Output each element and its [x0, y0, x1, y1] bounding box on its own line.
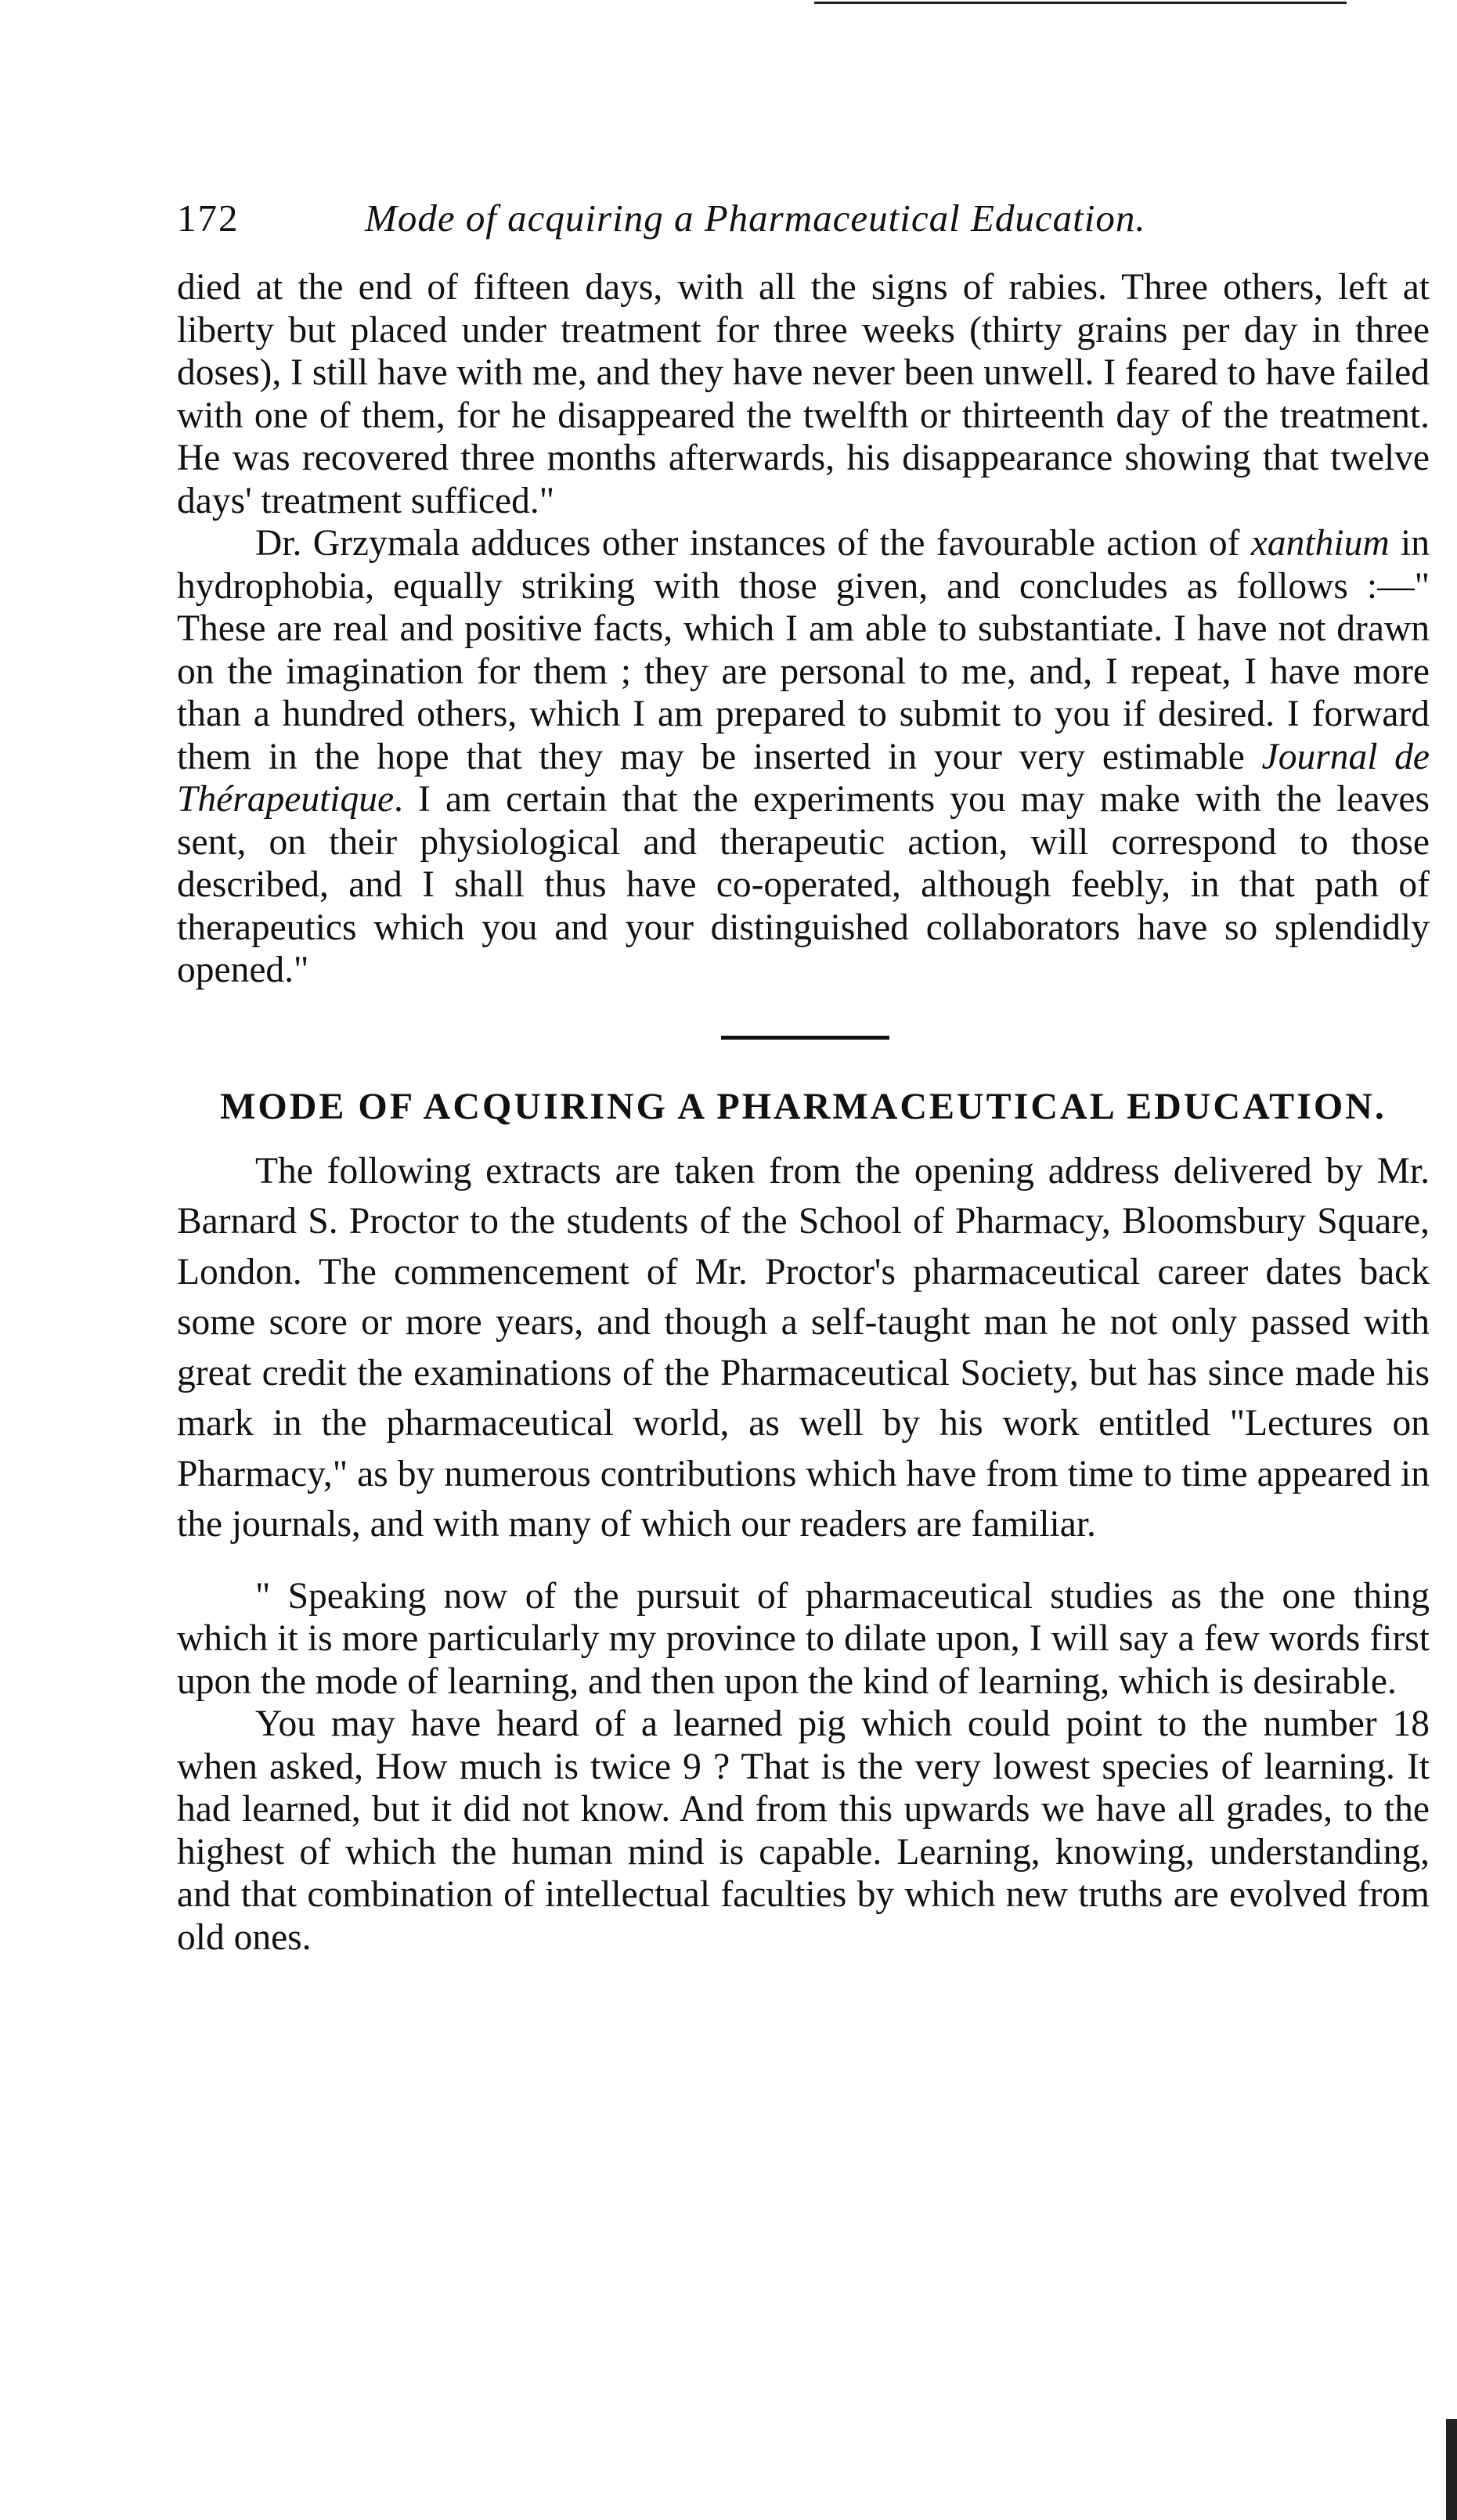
article-paragraph-3: You may have heard of a learned pig which could point to the number 18 when asked, How much is twice 9 ? That is the very lowest species of learning. It had learned, but it did not know. And from this upwards we have all grades, to the highest of which the human mind is capable. Learning, knowing, understanding, and that combination of intellectual faculties by which new truths are evolved from old ones. — [177, 1703, 1430, 1958]
continuation-paragraph-1: died at the end of fifteen days, with all the signs of rabies. Three others, left at liberty but placed under treatment for three weeks (thirty grains per day in three doses), I still have with me, and they have never been unwell. I feared to have failed with one of them, for he disappeared the twelfth or thirteenth day of the treatment. He was recovered three months afterwards, his disappearance showing that twelve days' treatment sufficed." — [177, 267, 1430, 521]
section-divider — [721, 1036, 889, 1040]
article-paragraph-2: " Speaking now of the pursuit of pharmaceutical studies as the one thing which it is more particularly my province to dilate upon, I will say a few words first upon the mode of learning, and then upon the kind of learning, which is desirable. — [177, 1575, 1430, 1702]
article-lead-block — [177, 1146, 1430, 1550]
page-body — [177, 196, 1430, 1959]
continuation-paragraph-2 — [177, 522, 1430, 992]
paragraph-2-text-middle: in hydrophobia, equally striking with those given, and concludes as follows :—" These are real and positive facts, which I am able to substantiate. I have not drawn on the imagination for them ; they are personal to me, and, I repeat, I have more than a hundred others, which I am prepared to submit to you if desired. I forward them in the hope that they may be inserted in your very estimable — [177, 523, 1430, 777]
journal-title-italic: Journal de Thérapeutique — [177, 736, 1430, 820]
xanthium-italic: xanthium — [1250, 523, 1390, 564]
page-number: 172 — [177, 196, 240, 240]
running-head — [177, 196, 1430, 266]
edge-ink-mark — [1446, 2419, 1457, 2520]
paragraph-2-text-end: . I am certain that the experiments you may make with the leaves sent, on their physiological and therapeutic action, will correspond to those described, and I shall thus have co-operated, although feebly, in that path of therapeutics which you and your distinguished collaborators have so splendidly opened." — [177, 779, 1430, 990]
top-edge-rule — [814, 2, 1347, 4]
paragraph-2-text-start: Dr. Grzymala adduces other instances of the favourable action of — [255, 523, 1251, 564]
article-paragraph-1: The following extracts are taken from the opening address delivered by Mr. Barnard S. Proctor to the students of the School of Pharmacy, Bloomsbury Square, London. The commencement of Mr. Proctor's pharmaceutical career dates back some score or more years, and though a self-taught man he not only passed with great credit the examinations of the Pharmaceutical Society, but has since made his mark in the pharmaceutical world, as well by his work entitled "Lectures on Pharmacy," as by numerous contributions which have from time to time appeared in the journals, and with many of which our readers are familiar. — [177, 1150, 1430, 1545]
running-title: Mode of acquiring a Pharmaceutical Education. — [365, 196, 1146, 240]
article-title: MODE OF ACQUIRING A PHARMACEUTICAL EDUCATION. — [220, 1085, 1387, 1127]
